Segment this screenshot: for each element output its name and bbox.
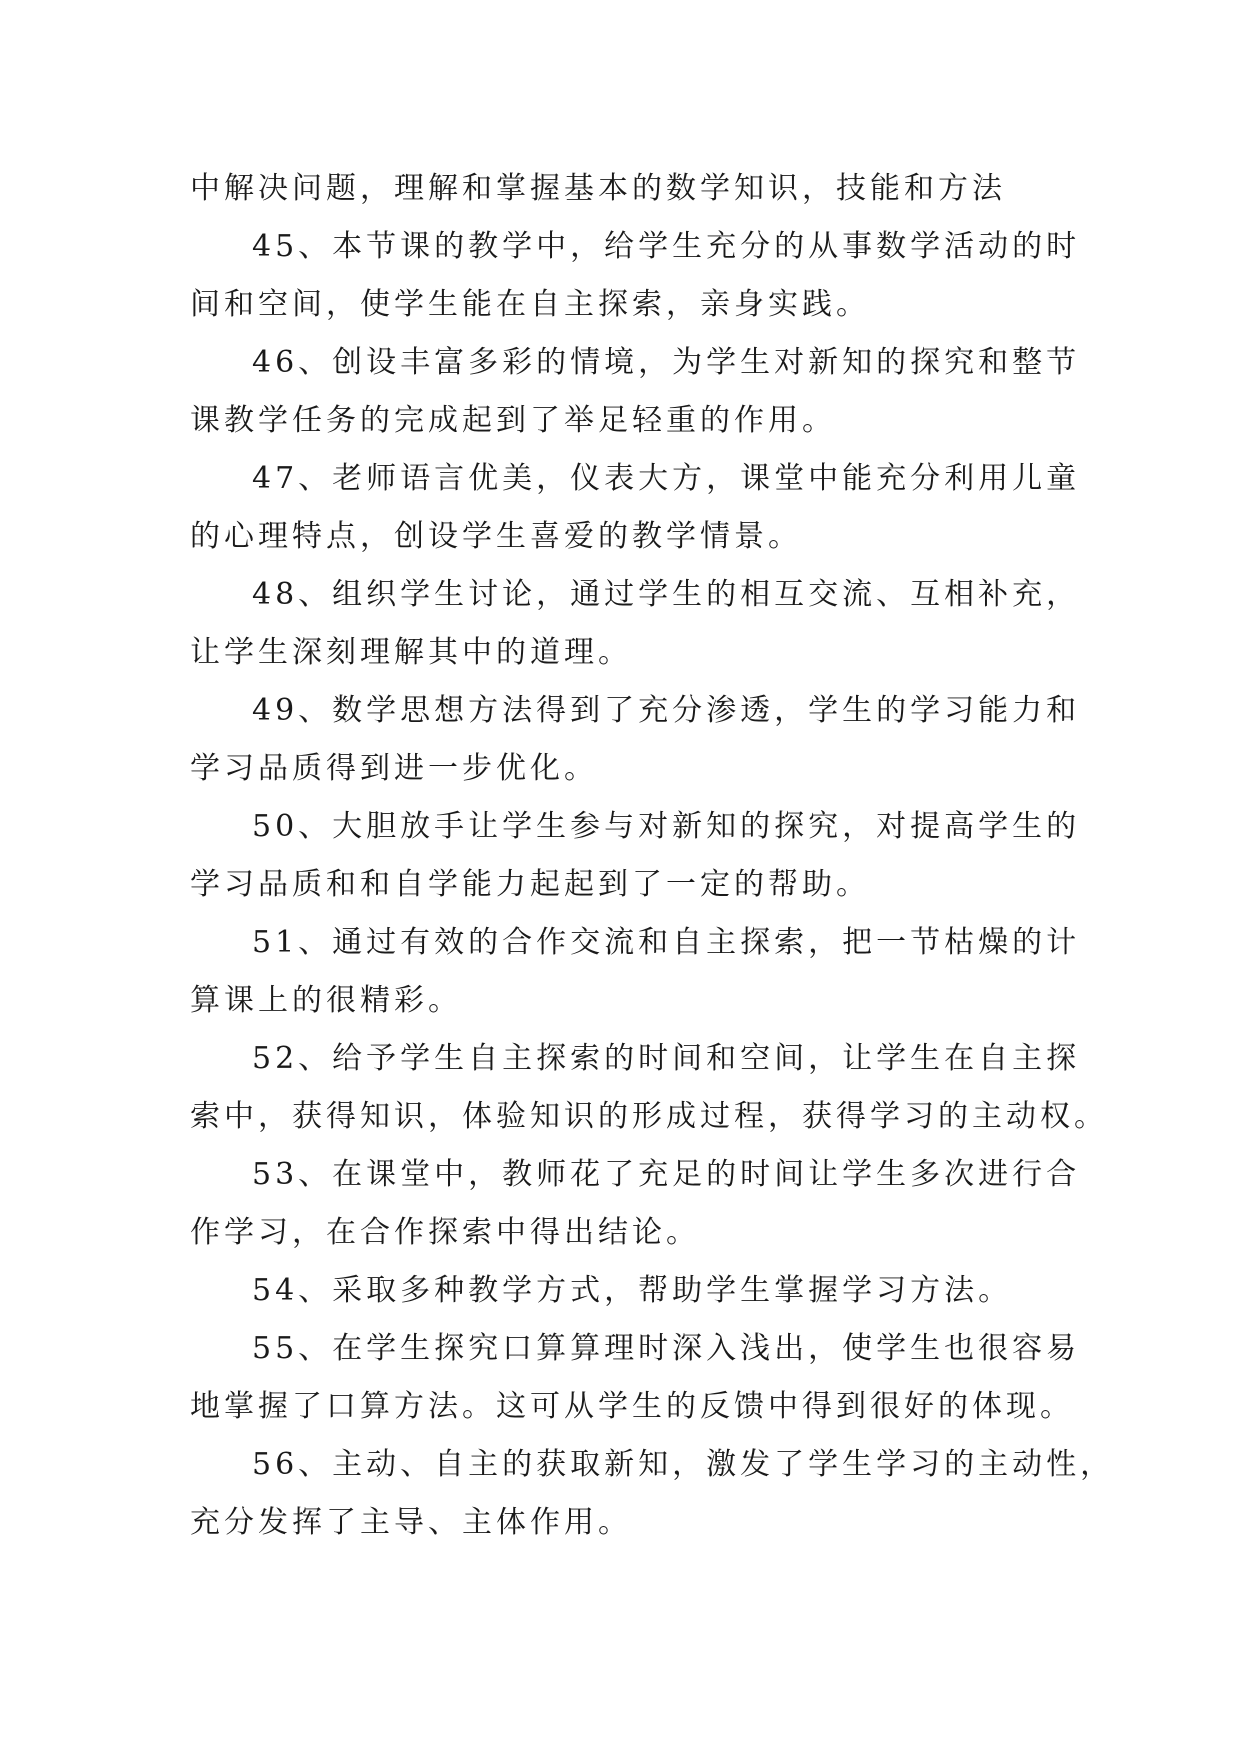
text-line: 地掌握了口算方法。这可从学生的反馈中得到很好的体现。 xyxy=(190,1389,1074,1424)
document-body xyxy=(190,160,1115,1552)
text-line: 的心理特点，创设学生喜爱的教学情景。 xyxy=(190,519,802,554)
text-line: 52、给予学生自主探索的时间和空间，让学生在自主探 xyxy=(252,1041,1081,1076)
text-line: 53、在课堂中，教师花了充足的时间让学生多次进行合 xyxy=(252,1157,1081,1192)
text-line: 46、创设丰富多彩的情境，为学生对新知的探究和整节 xyxy=(252,345,1081,380)
text-line: 56、主动、自主的获取新知，激发了学生学习的主动性， xyxy=(252,1447,1115,1482)
text-line: 45、本节课的教学中，给学生充分的从事数学活动的时 xyxy=(252,229,1081,264)
text-line: 让学生深刻理解其中的道理。 xyxy=(190,635,632,670)
text-line: 49、数学思想方法得到了充分渗透，学生的学习能力和 xyxy=(252,693,1081,728)
text-line: 51、通过有效的合作交流和自主探索，把一节枯燥的计 xyxy=(252,925,1081,960)
text-line: 50、大胆放手让学生参与对新知的探究，对提高学生的 xyxy=(252,809,1081,844)
text-line: 间和空间，使学生能在自主探索，亲身实践。 xyxy=(190,287,870,322)
text-line: 充分发挥了主导、主体作用。 xyxy=(190,1505,632,1540)
text-line: 中解决问题，理解和掌握基本的数学知识，技能和方法 xyxy=(190,171,1006,206)
text-line: 作学习，在合作探索中得出结论。 xyxy=(190,1215,700,1250)
text-line: 学习品质和和自学能力起起到了一定的帮助。 xyxy=(190,867,870,902)
text-line: 47、老师语言优美，仪表大方，课堂中能充分利用儿童 xyxy=(252,461,1081,496)
text-line: 48、组织学生讨论，通过学生的相互交流、互相补充， xyxy=(252,577,1081,612)
text-line: 课教学任务的完成起到了举足轻重的作用。 xyxy=(190,403,836,438)
text-line: 55、在学生探究口算算理时深入浅出，使学生也很容易 xyxy=(252,1331,1081,1366)
text-line: 学习品质得到进一步优化。 xyxy=(190,751,598,786)
text-line: 算课上的很精彩。 xyxy=(190,983,462,1018)
text-line: 54、采取多种教学方式，帮助学生掌握学习方法。 xyxy=(252,1273,1013,1308)
text-line: 索中，获得知识，体验知识的形成过程，获得学习的主动权。 xyxy=(190,1099,1108,1134)
